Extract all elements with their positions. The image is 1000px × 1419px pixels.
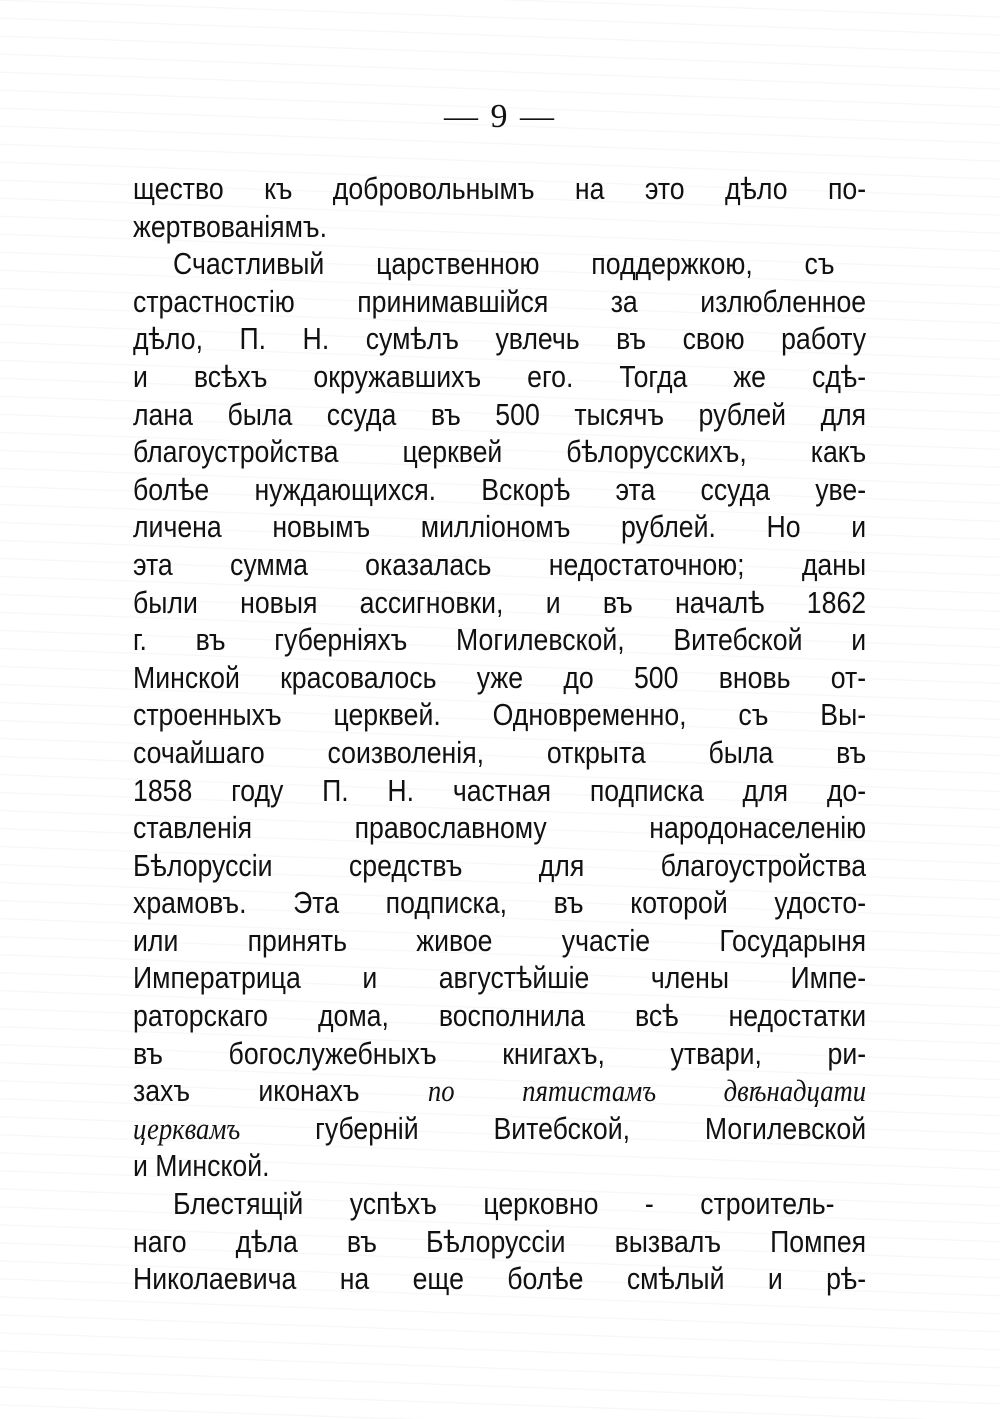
text-line [133,884,866,922]
text-line-mixed [133,1110,866,1148]
italic-emphasis: по пятистамъ двѣнадцати [427,1073,867,1109]
line-text: благоустройства церквей бѣлорусскихъ, какъ [133,434,867,470]
body-text [133,170,866,1298]
text-line-mixed [133,1072,866,1110]
text-line [133,208,866,246]
line-text: болѣе нуждающихся. Вскорѣ эта ссуда уве- [133,471,867,507]
text-line [133,809,866,847]
line-text: Николаевича на еще болѣе смѣлый и рѣ- [133,1261,867,1297]
text-line [133,508,866,546]
line-text: и всѣхъ окружавшихъ его. Тогда же сдѣ- [133,358,867,394]
line-text: были новыя ассигновки, и въ началѣ 1862 [133,584,867,620]
line-text: сочайшаго соизволенія, открыта была въ [133,734,867,770]
text-line [133,546,866,584]
text-line [133,471,866,509]
text-line [133,1035,866,1073]
text-line [133,1223,866,1261]
line-text: ставленія православному народонаселенію [133,810,867,846]
italic-emphasis: церквамъ [133,1110,241,1146]
text-line [133,433,866,471]
text-line [133,320,866,358]
line-text: строенныхъ церквей. Одновременно, съ Вы- [133,697,867,733]
text-line [133,170,866,208]
line-text: наго дѣла въ Бѣлоруссіи вызвалъ Помпея [133,1223,867,1259]
line-text: личена новымъ милліономъ рублей. Но и [133,509,867,545]
text-line [133,734,866,772]
line-text: въ богослужебныхъ книгахъ, утвари, ри- [133,1035,867,1071]
line-text: губерній Витебской, Могилевской [240,1110,867,1146]
text-line [133,1147,866,1185]
text-line [133,659,866,697]
text-line [133,959,866,997]
line-text: Императрица и августѣйшіе члены Импе- [133,960,867,996]
line-text: Блестящій успѣхъ церковно - строитель- [173,1186,835,1222]
line-text: лана была ссуда въ 500 тысячъ рублей для [133,396,867,432]
line-text: г. въ губерніяхъ Могилевской, Витебской и [133,622,867,658]
text-line [133,283,866,321]
text-line [133,584,866,622]
text-line [133,772,866,810]
text-line [133,847,866,885]
line-text: храмовъ. Эта подписка, въ которой удосто- [133,885,867,921]
line-text: страстностію принимавшійся за излюбленное [133,283,867,319]
text-line [133,1260,866,1298]
line-text: Бѣлоруссіи средствъ для благоустройства [133,847,867,883]
line-text: 1858 году П. Н. частная подписка для до- [133,772,867,808]
page-number: — 9 — [444,98,556,135]
line-text: Минской красовалось уже до 500 вновь от- [133,659,867,695]
text-line [133,245,866,283]
text-line [133,621,866,659]
line-text: или принять живое участіе Государыня [133,922,867,958]
text-line [133,922,866,960]
line-text: жертвованіямъ. [133,208,327,244]
line-text: дѣло, П. Н. сумѣлъ увлечь въ свою работу [133,321,867,357]
line-text: щество къ добровольнымъ на это дѣло по- [133,171,867,206]
text-line [133,396,866,434]
line-text: и Минской. [133,1148,270,1184]
text-line [133,696,866,734]
line-text: раторскаго дома, восполнила всѣ недостатки [133,998,867,1034]
text-line [133,358,866,396]
line-text: Счастливый царственною поддержкою, съ [173,246,835,282]
line-text: захъ иконахъ [133,1073,428,1109]
line-text: эта сумма оказалась недостаточною; даны [133,546,867,582]
text-line [133,1185,866,1223]
text-line [133,997,866,1035]
